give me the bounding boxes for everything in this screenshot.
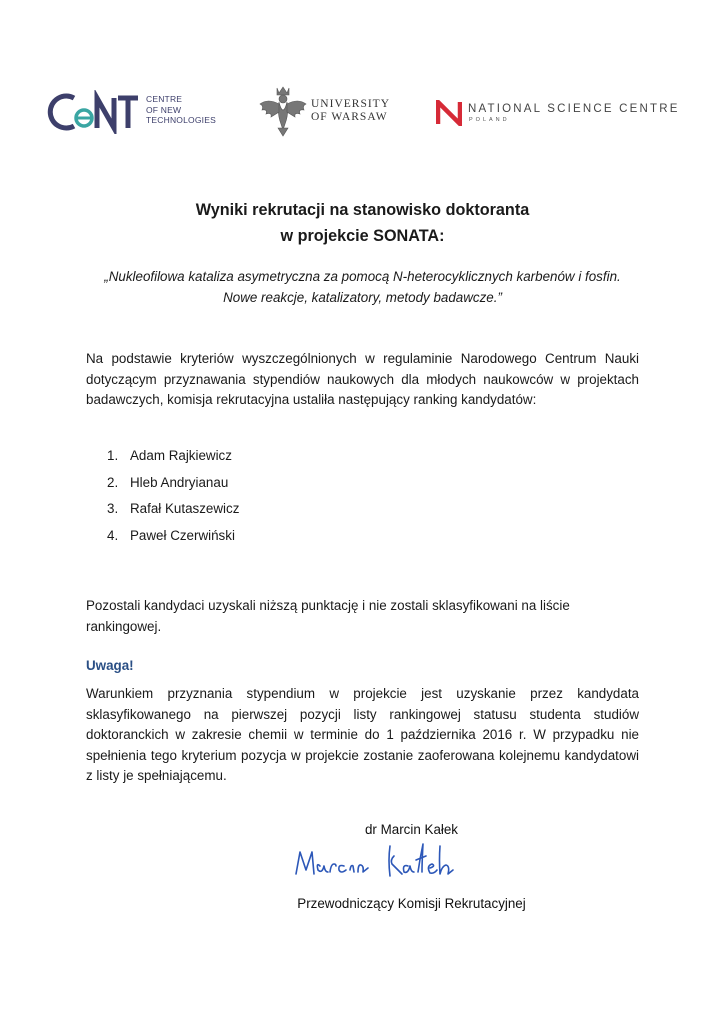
candidate-name: Adam Rajkiewicz [130, 448, 232, 463]
cent-logo [44, 88, 219, 138]
candidate-name: Paweł Czerwiński [130, 528, 235, 543]
university-of-warsaw-logo [258, 84, 398, 140]
ncn-logo-name: NATIONAL SCIENCE CENTRE [468, 103, 680, 115]
cent-logo-mark [44, 90, 140, 134]
project-title-line-1: „Nukleofilowa kataliza asymetryczna za pomocą N-heterocyklicznych karbenów i fosfin. [104, 269, 621, 284]
signatory-name: dr Marcin Kałek [364, 822, 459, 837]
intro-paragraph: Na podstawie kryteriów wyszczególnionych w regulaminie Narodowego Centrum Nauki dotyczącym przyznawania stypendiów naukowych dla młodych naukowców w projektach badawczych, komisja rekrutacyjna ustaliła następujący ranking kandydatów: [86, 351, 639, 407]
page-title-line-1: Wyniki rekrutacji na stanowisko doktoranta [195, 201, 530, 219]
ranking-item [107, 475, 228, 490]
ranking-number: 1. [107, 448, 119, 463]
candidate-name: Hleb Andryianau [130, 475, 229, 490]
ranking-item [107, 528, 235, 543]
eagle-emblem-icon [258, 84, 308, 138]
page-title-line-2: w projekcie SONATA: [280, 227, 445, 245]
others-paragraph: Pozostali kandydaci uzyskali niższą punktację i nie zostali sklasyfikowani na liście rankingowej. [86, 598, 570, 634]
project-title-line-2: Nowe reakcje, katalizatory, metody badawcze.” [223, 290, 502, 305]
candidate-name: Rafał Kutaszewicz [130, 501, 240, 516]
ranking-item [107, 501, 239, 516]
ranking-item [107, 448, 232, 463]
national-science-centre-logo [436, 100, 686, 130]
ranking-number: 3. [107, 501, 119, 516]
note-heading: Uwaga! [86, 658, 134, 673]
cent-logo-text: CENTRE OF NEW TECHNOLOGIES [146, 94, 216, 125]
ncn-logo-country: POLAND [469, 117, 510, 123]
ranking-number: 2. [107, 475, 119, 490]
university-of-warsaw-text: UNIVERSITY OF WARSAW [311, 98, 390, 123]
ncn-logo-mark [436, 100, 462, 126]
handwritten-signature [290, 838, 465, 888]
note-paragraph: Warunkiem przyznania stypendium w projekcie jest uzyskanie przez kandydata sklasyfikowanego na pierwszej pozycji listy rankingowej statusu studenta studiów doktoranckich w zakresie chemii w terminie do 1 października 2016 r. W przypadku nie spełnienia tego kryterium pozycja w projekcie zostanie zaoferowana kolejnemu kandydatowi z listy je spełniającemu. [86, 686, 639, 783]
signatory-role: Przewodniczący Komisji Rekrutacyjnej [297, 896, 526, 911]
ranking-number: 4. [107, 528, 119, 543]
